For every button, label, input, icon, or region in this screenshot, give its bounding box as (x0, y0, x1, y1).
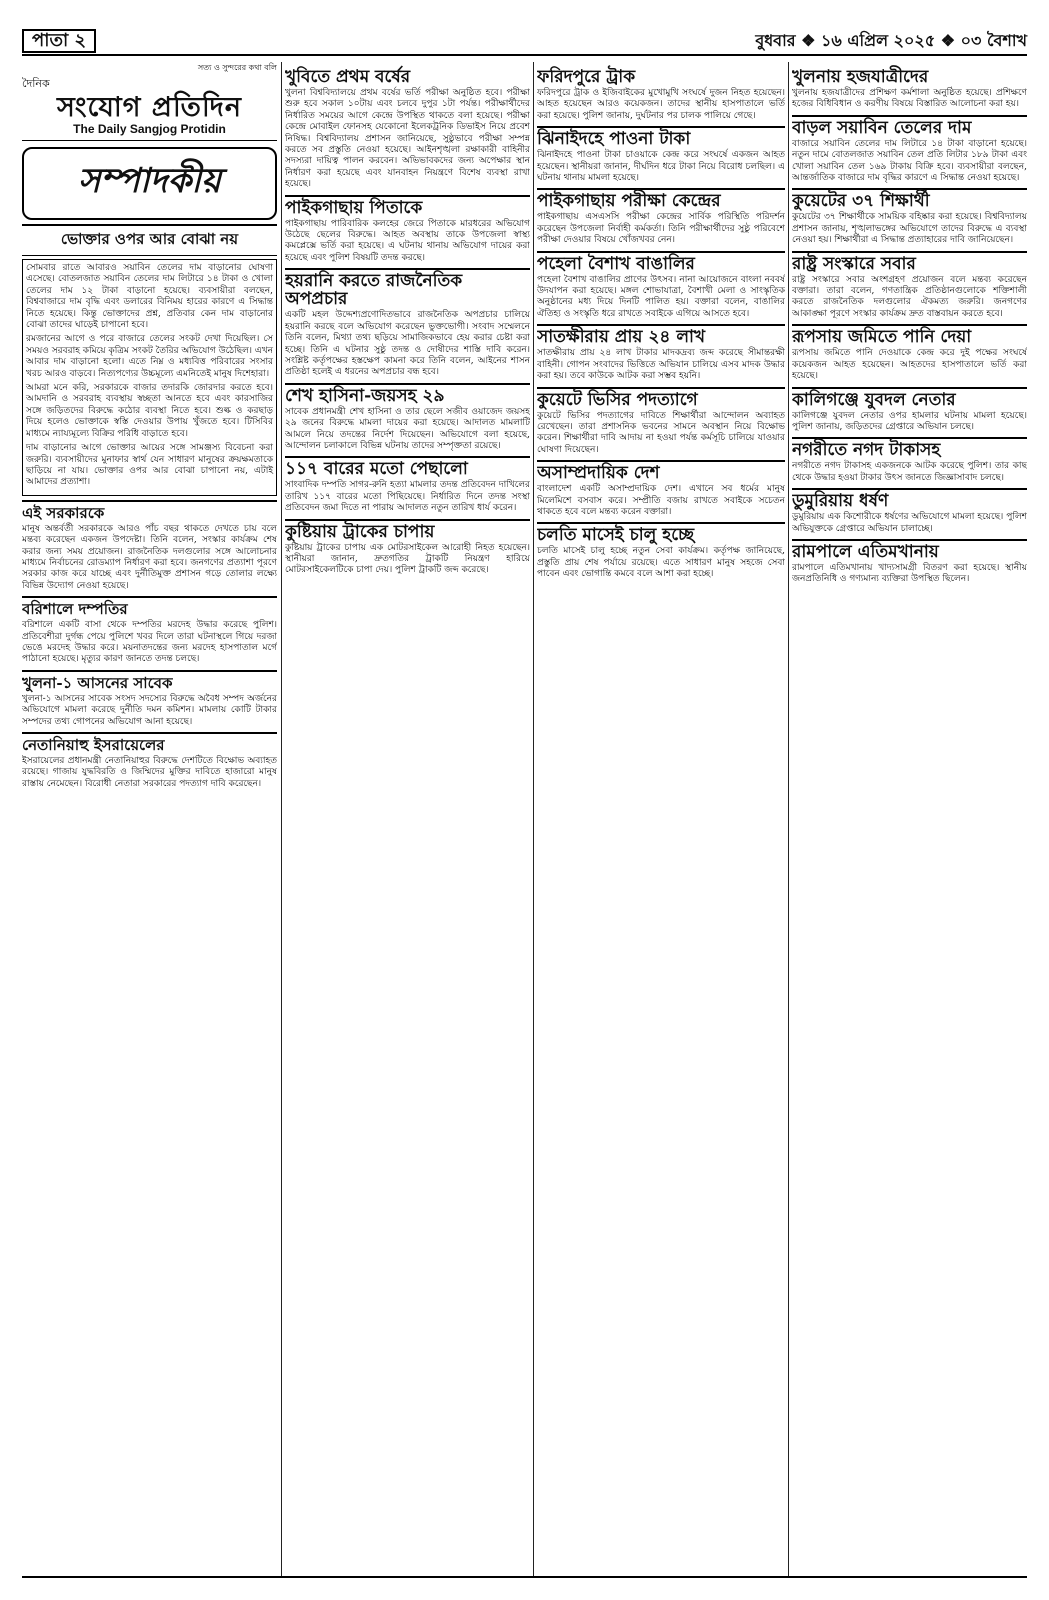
headline: কুয়েটে ভিসির পদত্যাগে (537, 387, 785, 409)
column-4 (792, 62, 1027, 1574)
headline: পাইকগাছায় পরীক্ষা কেন্দ্রের (537, 188, 785, 210)
article-body: কুষ্টিয়ায় ট্রাকের চাপায় এক মোটরসাইকেল আরোহী নিহত হয়েছেন। স্থানীয়রা জানান, দ্রুতগতির ট্রাকটি নিয়ন্ত্রণ হারিয়ে মোটরসাইকেলটিকে চাপা দেয়। পুলিশ ট্রাকটি জব্দ করেছে। (285, 542, 530, 576)
article-body: পাইকগাছায় পারিবারিক কলহের জেরে পিতাকে মারধরের অভিযোগ উঠেছে ছেলের বিরুদ্ধে। আহত অবস্থায় তাকে উপজেলা স্বাস্থ্য কমপ্লেক্সে ভর্তি করা হয়েছে। এ ঘটনায় থানায় অভিযোগ দায়ের করা হয়েছে এবং পুলিশ বিষয়টি তদন্ত করছে। (285, 218, 530, 263)
article-body: কুয়েটে ভিসির পদত্যাগের দাবিতে শিক্ষার্থীরা আন্দোলন অব্যাহত রেখেছেন। তারা প্রশাসনিক ভবনের সামনে অবস্থান নিয়ে বিক্ষোভ করেন। শিক্ষার্থীরা দাবি আদায় না হওয়া পর্যন্ত কর্মসূচি চালিয়ে যাওয়ার ঘোষণা দিয়েছেন। (537, 410, 785, 455)
headline: ডুমুরিয়ায় ধর্ষণ (792, 488, 1027, 510)
article-body: খুলনা-১ আসনের সাবেক সংসদ সদস্যের বিরুদ্ধে অবৈধ সম্পদ অর্জনের অভিযোগে মামলা করেছে দুর্নীতি দমন কমিশন। মামলায় কোটি টাকার সম্পদের তথ্য গোপনের অভিযোগ আনা হয়েছে। (22, 693, 277, 727)
article-body: রূপসায় জমিতে পানি দেওয়াকে কেন্দ্র করে দুই পক্ষের সংঘর্ষে কয়েকজন আহত হয়েছেন। আহতদের হাসপাতালে ভর্তি করা হয়েছে। (792, 348, 1027, 382)
headline: ঝিনাইদহে পাওনা টাকা (537, 126, 785, 148)
column-1 (22, 62, 277, 1574)
headline: পাইকগাছায় পিতাকে (285, 195, 530, 217)
column-2 (285, 62, 530, 1574)
newspaper-page (22, 28, 1027, 1578)
headline: কুষ্টিয়ায় ট্রাকের চাপায় (285, 519, 530, 541)
masthead-name: সংযোগ প্রতিদিন (57, 92, 242, 123)
column-3 (537, 62, 785, 1574)
headline: অসাম্প্রদায়িক দেশ (537, 460, 785, 482)
headline: পহেলা বৈশাখ বাঙালির (537, 251, 785, 273)
editorial-title: ভোক্তার ওপর আর বোঝা নয় (22, 224, 277, 256)
editorial-paragraph: রমজানের আগে ও পরে বাজারে তেলের সংকট দেখা দিয়েছিল। সে সময়ও সরবরাহ কমিয়ে কৃত্রিম সংকট তৈরির অভিযোগ উঠেছিল। এখন আবার দাম বাড়ানো হলো। এতে নিম্ন ও মধ্যবিত্ত পরিবারের সংসার খরচ আরও বাড়বে। নিত্যপণ্যের উচ্চমূল্যে এমনিতেই মানুষ দিশেহারা। (26, 334, 274, 379)
headline: কুয়েটের ৩৭ শিক্ষার্থী (792, 188, 1027, 210)
editorial-body (22, 259, 277, 496)
article-body: কালিগঞ্জে যুবদল নেতার ওপর হামলার ঘটনায় মামলা হয়েছে। পুলিশ জানায়, জড়িতদের গ্রেপ্তারে অভিযান চলছে। (792, 410, 1027, 432)
headline: খুলনা-১ আসনের সাবেক (22, 670, 277, 692)
article-body: মানুষ অন্তর্বর্তী সরকারকে আরও পাঁচ বছর থাকতে দেখতে চায় বলে মন্তব্য করেছেন একজন উপদেষ্টা। তিনি বলেন, সংস্কার কার্যক্রম শেষ করার জন্য সময় প্রয়োজন। রাজনৈতিক দলগুলোর সঙ্গে আলোচনার মাধ্যমে নির্বাচনের রোডম্যাপ নির্ধারণ করা হবে। জনগণের প্রত্যাশা পূরণে সরকার কাজ করে যাচ্ছে এবং দুর্নীতিমুক্ত প্রশাসন গড়ে তোলার লক্ষ্যে বিভিন্ন উদ্যোগ নেওয়া হয়েছে। (22, 523, 277, 591)
article-body: রামপালে এতিমখানায় খাদ্যসামগ্রী বিতরণ করা হয়েছে। স্থানীয় জনপ্রতিনিধি ও গণ্যমান্য ব্যক্তিরা উপস্থিত ছিলেন। (792, 562, 1027, 585)
column-divider (281, 62, 282, 1577)
page-header (22, 28, 1027, 56)
article-body: পহেলা বৈশাখ বাঙালির প্রাণের উৎসব। নানা আয়োজনে বাংলা নববর্ষ উদযাপন করা হয়েছে। মঙ্গল শোভাযাত্রা, বৈশাখী মেলা ও সাংস্কৃতিক অনুষ্ঠানের মধ্য দিয়ে দিনটি পালিত হয়। বক্তারা বলেন, বাঙালির ঐতিহ্য ও সংস্কৃতি ধরে রাখতে সবাইকে এগিয়ে আসতে হবে। (537, 274, 785, 319)
article-body: ঝিনাইদহে পাওনা টাকা চাওয়াকে কেন্দ্র করে সংঘর্ষে একজন আহত হয়েছেন। স্থানীয়রা জানান, দীর্ঘদিন ধরে টাকা নিয়ে বিরোধ চলছিল। এ ঘটনায় থানায় মামলা হয়েছে। (537, 150, 785, 184)
article-body: সাতক্ষীরায় প্রায় ২৪ লাখ টাকার মাদকদ্রব্য জব্দ করেছে সীমান্তরক্ষী বাহিনী। গোপন সংবাদের ভিত্তিতে অভিযান চালিয়ে এসব মাদক উদ্ধার করা হয়। তবে কাউকে আটক করা সম্ভব হয়নি। (537, 348, 785, 382)
dateline: বুধবার ❖ ১৬ এপ্রিল ২০২৫ ❖ ০৩ বৈশাখ (755, 30, 1027, 50)
headline: রাষ্ট্র সংস্কারে সবার (792, 251, 1027, 273)
article-body: খুলনায় হজযাত্রীদের প্রশিক্ষণ কর্মশালা অনুষ্ঠিত হয়েছে। প্রশিক্ষণে হজের বিধিবিধান ও করণীয় বিষয়ে বিস্তারিত আলোচনা করা হয়। (792, 88, 1027, 110)
headline: এই সরকারকে (22, 500, 277, 522)
headline: রামপালে এতিমখানায় (792, 539, 1027, 561)
editorial-paragraph: দাম বাড়ানোর আগে ভোক্তার আয়ের সঙ্গে সামঞ্জস্য বিবেচনা করা জরুরি। ব্যবসায়ীদের মুনাফার স্বার্থ যেন সাধারণ মানুষের ক্রয়ক্ষমতাকে ছাড়িয়ে না যায়। ভোক্তার ওপর আর বোঝা চাপানো নয়, এটাই আমাদের প্রত্যাশা। (26, 443, 273, 488)
headline: বাড়ল সয়াবিন তেলের দাম (792, 115, 1027, 137)
section-banner: সম্পাদকীয় (22, 147, 277, 220)
masthead-daily: দৈনিক (22, 77, 50, 90)
headline: হয়রানি করতে রাজনৈতিক অপপ্রচার (285, 268, 530, 308)
column-divider (533, 62, 534, 1577)
article-body: ডুমুরিয়ায় এক কিশোরীকে ধর্ষণের অভিযোগে মামলা হয়েছে। পুলিশ অভিযুক্তকে গ্রেপ্তারে অভিযান চালাচ্ছে। (792, 512, 1027, 534)
article-body: বাংলাদেশ একটি অসাম্প্রদায়িক দেশ। এখানে সব ধর্মের মানুষ মিলেমিশে বসবাস করে। সম্প্রীতি বজায় রাখতে সবাইকে সচেতন থাকতে হবে বলে মন্তব্য করেন বক্তারা। (537, 484, 785, 517)
editorial-paragraph: আমরা মনে করি, সরকারকে বাজার তদারকি জোরদার করতে হবে। আমদানি ও সরবরাহ ব্যবস্থায় স্বচ্ছতা আনতে হবে এবং কারসাজির সঙ্গে জড়িতদের বিরুদ্ধে কঠোর ব্যবস্থা নিতে হবে। শুল্ক ও করছাড় দিয়ে হলেও ভোক্তাকে স্বস্তি দেওয়ার উপায় খুঁজতে হবে। টিসিবির মাধ্যমে ন্যায্যমূল্যে বিক্রির পরিধি বাড়াতে হবে। (26, 383, 273, 439)
article-body: ইসরায়েলের প্রধানমন্ত্রী নেতানিয়াহুর বিরুদ্ধে দেশটিতে বিক্ষোভ অব্যাহত রয়েছে। গাজায় যুদ্ধবিরতি ও জিম্মিদের মুক্তির দাবিতে হাজারো মানুষ রাস্তায় নেমেছেন। বিরোধী নেতারা সরকারের পদত্যাগ দাবি করেছেন। (22, 756, 277, 789)
editorial-paragraph: সোমবার রাতে আবারও সয়াবিন তেলের দাম বাড়ানোর ঘোষণা এসেছে। বোতলজাত সয়াবিন তেলের দাম লিটারে ১৪ টাকা ও খোলা তেলের দাম ১২ টাকা বাড়ানো হয়েছে। ব্যবসায়ীরা বলছেন, বিশ্ববাজারে দাম বৃদ্ধি এবং ডলারের বিনিময় হারের কারণে এ সিদ্ধান্ত নিতে হয়েছে। কিন্তু ভোক্তাদের প্রশ্ন, প্রতিবার কেন দাম বাড়ানোর বোঝা তাদের ঘাড়েই চাপানো হবে। (26, 263, 273, 331)
article-body: কুয়েটের ৩৭ শিক্ষার্থীকে সাময়িক বহিষ্কার করা হয়েছে। বিশ্ববিদ্যালয় প্রশাসন জানায়, শৃঙ্খলাভঙ্গের অভিযোগে তাদের বিরুদ্ধে এ ব্যবস্থা নেওয়া হয়। শিক্ষার্থীরা এ সিদ্ধান্ত প্রত্যাহারের দাবি জানিয়েছেন। (792, 212, 1027, 246)
article-body: চলতি মাসেই চালু হচ্ছে নতুন সেবা কার্যক্রম। কর্তৃপক্ষ জানিয়েছে, প্রস্তুতি প্রায় শেষ পর্যায়ে রয়েছে। এতে সাধারণ মানুষ সহজে সেবা পাবেন এবং ভোগান্তি কমবে বলে আশা করা হচ্ছে। (537, 546, 785, 580)
masthead (22, 62, 277, 141)
headline: ১১৭ বারের মতো পেছালো (285, 456, 530, 478)
page-number: পাতা ২ (22, 29, 96, 53)
article-body: ফরিদপুরে ট্রাক ও ইজিবাইকের মুখোমুখি সংঘর্ষে দুজন নিহত হয়েছেন। আহত হয়েছেন আরও কয়েকজন। তাদের স্থানীয় হাসপাতালে ভর্তি করা হয়েছে। পুলিশ জানায়, দুর্ঘটনার পর চালক পালিয়ে গেছে। (537, 88, 785, 121)
headline: নেতানিয়াহু ইসরায়েলের (22, 732, 277, 754)
bottom-rule (22, 1576, 1027, 1578)
article-body: রাষ্ট্র সংস্কারে সবার অংশগ্রহণ প্রয়োজন বলে মন্তব্য করেছেন বক্তারা। তারা বলেন, গণতান্ত্রিক প্রতিষ্ঠানগুলোকে শক্তিশালী করতে রাজনৈতিক দলগুলোর ঐকমত্য জরুরি। জনগণের আকাঙ্ক্ষা পূরণে সংস্কার কার্যক্রম দ্রুত বাস্তবায়ন করতে হবে। (792, 274, 1027, 319)
column-divider (788, 62, 789, 1577)
headline: নগরীতে নগদ টাকাসহ (792, 437, 1027, 459)
headline: খুলনায় হজযাত্রীদের (792, 67, 929, 87)
headline: বরিশালে দম্পতির (22, 596, 277, 618)
masthead-tagline: সত্য ও সুন্দরের কথা বলি (197, 63, 277, 72)
headline: সাতক্ষীরায় প্রায় ২৪ লাখ (537, 324, 785, 346)
masthead-english-name: The Daily Sangjog Protidin (73, 122, 226, 136)
headline: চলতি মাসেই চালু হচ্ছে (537, 522, 785, 544)
article-body: সাবেক প্রধানমন্ত্রী শেখ হাসিনা ও তার ছেলে সজীব ওয়াজেদ জয়সহ ২৯ জনের বিরুদ্ধে মামলা দায়ের করা হয়েছে। আদালত মামলাটি আমলে নিয়ে তদন্তের নির্দেশ দিয়েছেন। অভিযোগে বলা হয়েছে, আন্দোলন চলাকালে বিভিন্ন ঘটনায় তাদের সম্পৃক্ততা রয়েছে। (285, 406, 530, 451)
article-body: খুলনা বিশ্ববিদ্যালয়ে প্রথম বর্ষের ভর্তি পরীক্ষা অনুষ্ঠিত হবে। পরীক্ষা শুরু হবে সকাল ১০টায় এবং চলবে দুপুর ১টা পর্যন্ত। পরীক্ষার্থীদের নির্ধারিত সময়ের আগে কেন্দ্রে উপস্থিত থাকতে বলা হয়েছে। পরীক্ষা কেন্দ্রে মোবাইল ফোনসহ যেকোনো ইলেকট্রনিক ডিভাইস নিয়ে প্রবেশ নিষিদ্ধ। বিশ্ববিদ্যালয় প্রশাসন জানিয়েছে, সুষ্ঠুভাবে পরীক্ষা সম্পন্ন করতে সব প্রস্তুতি নেওয়া হয়েছে। আইনশৃঙ্খলা রক্ষাকারী বাহিনীর সদস্যরা দায়িত্ব পালন করবেন। অভিভাবকদের জন্য অপেক্ষার স্থান নির্ধারণ করা হয়েছে এবং যানবাহন নিয়ন্ত্রণে বিশেষ ব্যবস্থা রাখা হয়েছে। (285, 88, 530, 190)
headline: ফরিদপুরে ট্রাক (537, 67, 636, 87)
article-body: পাইকগাছায় এসএসসি পরীক্ষা কেন্দ্রের সার্বিক পরিস্থিতি পরিদর্শন করেছেন উপজেলা নির্বাহী কর্মকর্তা। তিনি পরীক্ষার্থীদের সুষ্ঠু পরিবেশে পরীক্ষা দেওয়ার বিষয়ে খোঁজখবর নেন। (537, 212, 785, 246)
article-body: একটি মহল উদ্দেশ্যপ্রণোদিতভাবে রাজনৈতিক অপপ্রচার চালিয়ে হয়রানি করছে বলে অভিযোগ করেছেন ভুক্তভোগী। সংবাদ সম্মেলনে তিনি বলেন, মিথ্যা তথ্য ছড়িয়ে সামাজিকভাবে হেয় করার চেষ্টা করা হচ্ছে। তিনি এ ঘটনার সুষ্ঠু তদন্ত ও দোষীদের শাস্তি দাবি করেন। সংশ্লিষ্ট কর্তৃপক্ষের হস্তক্ষেপ কামনা করে তিনি বলেন, আইনের শাসন প্রতিষ্ঠা হলেই এ ধরনের অপপ্রচার বন্ধ হবে। (285, 310, 530, 378)
headline: খুবিতে প্রথম বর্ষের (285, 67, 411, 87)
headline: কালিগঞ্জে যুবদল নেতার (792, 387, 1027, 409)
headline: রূপসায় জমিতে পানি দেয়া (792, 324, 1027, 346)
headline: শেখ হাসিনা-জয়সহ ২৯ (285, 383, 530, 405)
article-body: বরিশালে একটি বাসা থেকে দম্পতির মরদেহ উদ্ধার করেছে পুলিশ। প্রতিবেশীরা দুর্গন্ধ পেয়ে পুলিশে খবর দিলে তারা ঘটনাস্থলে গিয়ে দরজা ভেঙে মরদেহ উদ্ধার করে। ময়নাতদন্তের জন্য মরদেহ হাসপাতাল মর্গে পাঠানো হয়েছে। মৃত্যুর কারণ জানতে তদন্ত চলছে। (22, 620, 277, 665)
article-body: নগরীতে নগদ টাকাসহ একজনকে আটক করেছে পুলিশ। তার কাছ থেকে উদ্ধার হওয়া টাকার উৎস জানতে জিজ্ঞাসাবাদ চলছে। (792, 461, 1027, 483)
article-body: বাজারে সয়াবিন তেলের দাম লিটারে ১৪ টাকা বাড়ানো হয়েছে। নতুন দামে বোতলজাত সয়াবিন তেল প্রতি লিটার ১৮৯ টাকা এবং খোলা সয়াবিন তেল ১৬৯ টাকায় বিক্রি হবে। ব্যবসায়ীরা বলছেন, আন্তর্জাতিক বাজারে দাম বৃদ্ধির কারণে এ সিদ্ধান্ত নেওয়া হয়েছে। (792, 138, 1027, 184)
article-body: সাংবাদিক দম্পতি সাগর-রুনি হত্যা মামলার তদন্ত প্রতিবেদন দাখিলের তারিখ ১১৭ বারের মতো পিছিয়েছে। নির্ধারিত দিনে তদন্ত সংস্থা প্রতিবেদন জমা দিতে না পারায় আদালত নতুন তারিখ ধার্য করেন। (285, 480, 530, 514)
